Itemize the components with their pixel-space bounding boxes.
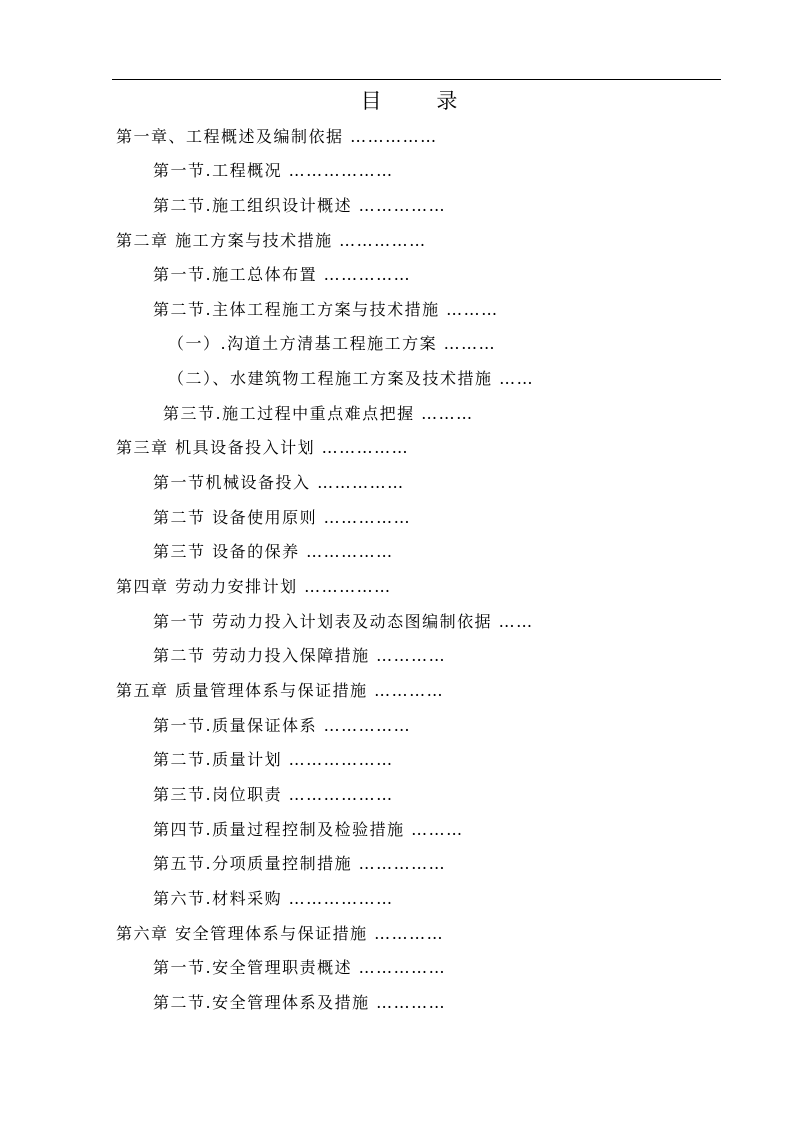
- toc-ch3-section-1: 第一节机械设备投入 ……………: [153, 473, 405, 492]
- toc-ch6-section-1: 第一节.安全管理职责概述 ……………: [153, 958, 447, 977]
- toc-ch3-section-2: 第二节 设备使用原则 ……………: [153, 508, 412, 527]
- toc-ch4-section-2: 第二节 劳动力投入保障措施 …………: [153, 646, 447, 665]
- toc-ch1-section-2: 第二节.施工组织设计概述 ……………: [153, 196, 447, 215]
- toc-ch5-section-4: 第四节.质量过程控制及检验措施 ………: [153, 820, 464, 839]
- toc-ch5-section-1: 第一节.质量保证体系 ……………: [153, 716, 412, 735]
- toc-ch4-section-1: 第一节 劳动力投入计划表及动态图编制依据 ……: [153, 612, 534, 631]
- toc-ch5-section-3: 第三节.岗位职责 ………………: [153, 785, 394, 804]
- page-title: 目 录: [360, 89, 482, 113]
- toc-ch2-subitem-2: （二）、水建筑物工程施工方案及技术措施 ……: [168, 369, 535, 388]
- toc-ch2-subitem-1: （一）.沟道土方清基工程施工方案 ………: [168, 334, 497, 353]
- header-rule: [112, 79, 721, 80]
- toc-ch2-section-2: 第二节.主体工程施工方案与技术措施 ………: [153, 300, 499, 319]
- toc-ch2-section-3: 第三节.施工过程中重点难点把握 ………: [163, 404, 474, 423]
- toc-chapter-2: 第二章 施工方案与技术措施 ……………: [116, 231, 427, 250]
- toc-chapter-4: 第四章 劳动力安排计划 ……………: [116, 577, 392, 596]
- toc-ch5-section-2: 第二节.质量计划 ………………: [153, 750, 394, 769]
- toc-ch3-section-3: 第三节 设备的保养 ……………: [153, 542, 394, 561]
- toc-ch2-section-1: 第一节.施工总体布置 ……………: [153, 265, 412, 284]
- toc-ch5-section-6: 第六节.材料采购 ………………: [153, 889, 394, 908]
- toc-chapter-5: 第五章 质量管理体系与保证措施 …………: [116, 681, 445, 700]
- toc-chapter-3: 第三章 机具设备投入计划 ……………: [116, 438, 410, 457]
- toc-ch5-section-5: 第五节.分项质量控制措施 ……………: [153, 854, 447, 873]
- toc-ch1-section-1: 第一节.工程概况 ………………: [153, 161, 394, 180]
- toc-chapter-1: 第一章、工程概述及编制依据 ……………: [116, 127, 438, 146]
- toc-ch6-section-2: 第二节.安全管理体系及措施 …………: [153, 993, 447, 1012]
- toc-chapter-6: 第六章 安全管理体系与保证措施 …………: [116, 924, 445, 943]
